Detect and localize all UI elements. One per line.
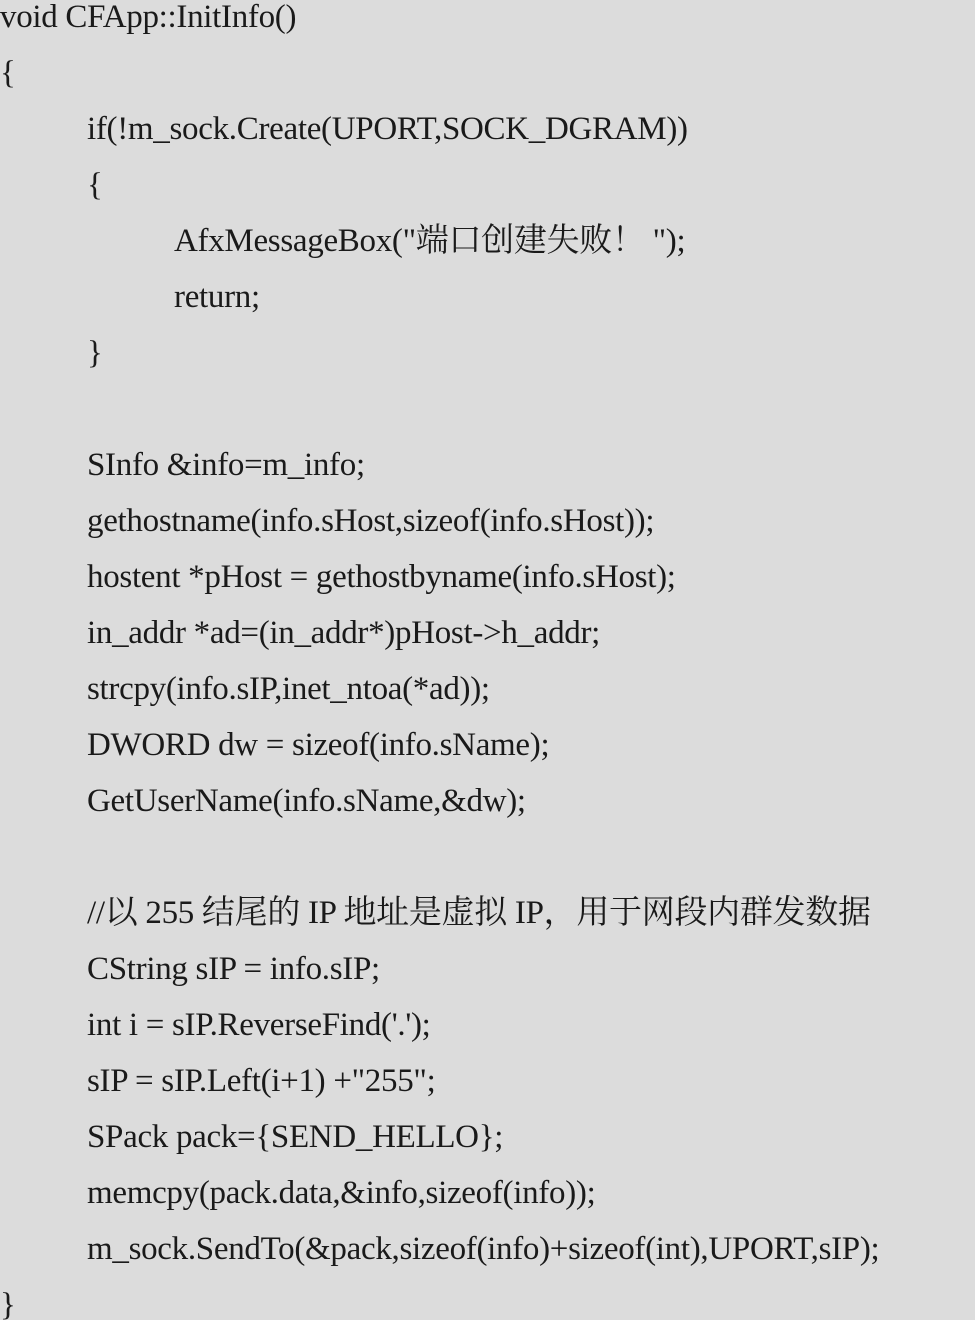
code-line: GetUserName(info.sName,&dw); (87, 783, 526, 819)
code-line: memcpy(pack.data,&info,sizeof(info)); (87, 1175, 596, 1211)
code-line: strcpy(info.sIP,inet_ntoa(*ad)); (87, 671, 490, 707)
code-line: sIP = sIP.Left(i+1) +"255"; (87, 1063, 436, 1099)
code-line: CString sIP = info.sIP; (87, 951, 380, 987)
code-line: SInfo &info=m_info; (87, 447, 365, 483)
code-line: DWORD dw = sizeof(info.sName); (87, 727, 550, 763)
code-line: if(!m_sock.Create(UPORT,SOCK_DGRAM)) (87, 111, 688, 147)
code-line: SPack pack={SEND_HELLO}; (87, 1119, 504, 1155)
code-line: { (0, 55, 16, 91)
code-line: hostent *pHost = gethostbyname(info.sHost); (87, 559, 676, 595)
code-line: return; (174, 279, 260, 315)
code-line: m_sock.SendTo(&pack,sizeof(info)+sizeof(int),UPORT,sIP); (87, 1231, 880, 1267)
code-line: //以 255 结尾的 IP 地址是虚拟 IP，用于网段内群发数据 (87, 895, 871, 931)
code-line: in_addr *ad=(in_addr*)pHost->h_addr; (87, 615, 601, 651)
code-line: AfxMessageBox("端口创建失败！ "); (174, 223, 686, 259)
code-line: } (87, 335, 103, 371)
code-line: void CFApp::InitInfo() (0, 0, 297, 35)
code-line: { (87, 167, 103, 203)
code-line: int i = sIP.ReverseFind('.'); (87, 1007, 431, 1043)
code-line: } (0, 1287, 16, 1320)
code-line: gethostname(info.sHost,sizeof(info.sHost)); (87, 503, 655, 539)
